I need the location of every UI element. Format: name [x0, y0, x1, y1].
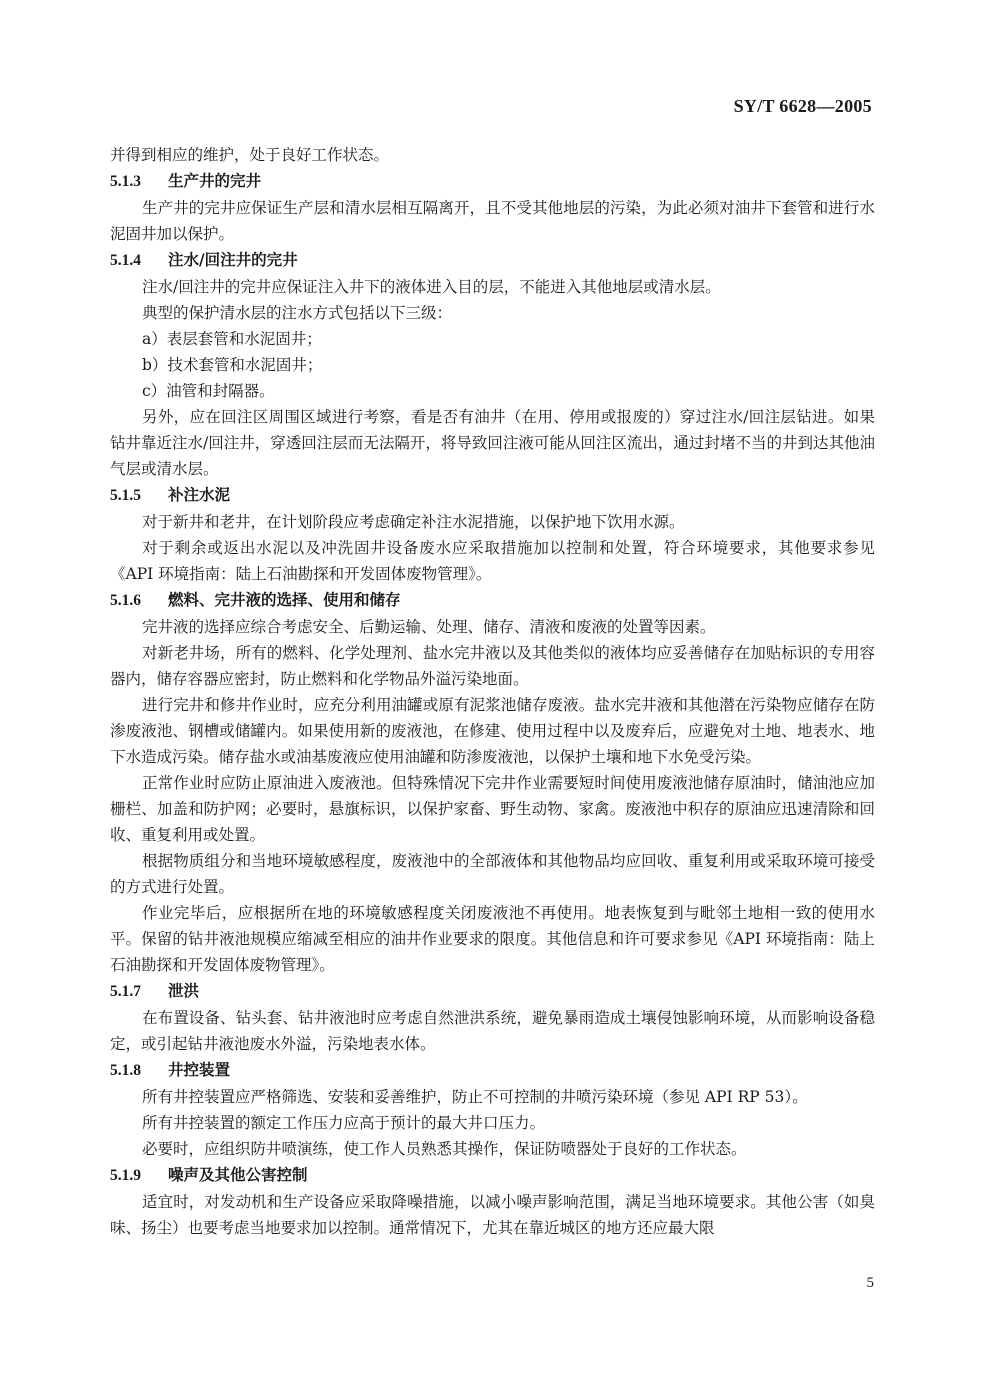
section-number: 5.1.3	[110, 173, 141, 190]
body-text	[110, 142, 875, 1241]
paragraph: 注水/回注井的完井应保证注入井下的液体进入目的层，不能进入其他地层或清水层。	[142, 278, 721, 296]
paragraph: 并得到相应的维护，处于良好工作状态。	[110, 146, 390, 164]
section-heading	[110, 168, 875, 195]
list-item: c）油管和封隔器。	[142, 382, 275, 400]
section-heading	[110, 247, 875, 274]
standard-code: SY/T 6628—2005	[733, 96, 872, 116]
section-heading	[110, 482, 875, 509]
list-item: a）表层套管和水泥固井；	[142, 330, 322, 348]
section-number: 5.1.7	[110, 983, 141, 1000]
section-number: 5.1.9	[110, 1167, 141, 1184]
paragraph: 所有井控装置的额定工作压力应高于预计的最大井口压力。	[142, 1114, 546, 1132]
section-title: 补注水泥	[168, 485, 231, 504]
paragraph: 对于新井和老井，在计划阶段应考虑确定补注水泥措施，以保护地下饮用水源。	[142, 513, 685, 531]
paragraph: 另外，应在回注区周围区域进行考察，看是否有油井（在用、停用或报废的）穿过注水/回注层钻进。如果钻井靠近注水/回注井，穿透回注层而无法隔开，将导致回注液可能从回注区流出，通过封堵不当的井到达其他油气层或清水层。	[110, 408, 875, 478]
section-title: 注水/回注井的完井	[168, 250, 298, 269]
section-number: 5.1.6	[110, 592, 141, 609]
paragraph: 对新老井场，所有的燃料、化学处理剂、盐水完井液以及其他类似的液体均应妥善储存在加贴标识的专用容器内，储存容器应密封，防止燃料和化学物品外溢污染地面。	[110, 644, 875, 688]
paragraph: 必要时，应组织防井喷演练，使工作人员熟悉其操作，保证防喷器处于良好的工作状态。	[142, 1140, 747, 1158]
paragraph: 对于剩余或返出水泥以及冲洗固井设备废水应采取措施加以控制和处置，符合环境要求，其他要求参见《API 环境指南：陆上石油勘探和开发固体废物管理》。	[110, 539, 875, 583]
section-title: 噪声及其他公害控制	[168, 1165, 308, 1184]
section-heading	[110, 587, 875, 614]
section-number: 5.1.5	[110, 487, 141, 504]
paragraph: 在布置设备、钻头套、钻井液池时应考虑自然泄洪系统，避免暴雨造成土壤侵蚀影响环境，从而影响设备稳定，或引起钻井液池废水外溢，污染地表水体。	[110, 1009, 875, 1053]
section-title: 生产井的完井	[168, 171, 262, 190]
paragraph: 完井液的选择应综合考虑安全、后勤运输、处理、储存、清液和废液的处置等因素。	[142, 618, 716, 636]
section-heading	[110, 1057, 875, 1084]
paragraph: 典型的保护清水层的注水方式包括以下三级：	[142, 304, 453, 322]
paragraph: 作业完毕后，应根据所在地的环境敏感程度关闭废液池不再使用。地表恢复到与毗邻土地相一致的使用水平。保留的钻井液池规模应缩减至相应的油井作业要求的限度。其他信息和许可要求参见《API 环境指南：陆上石油勘探和开发固体废物管理》。	[110, 904, 875, 974]
section-title: 井控装置	[168, 1060, 231, 1079]
section-heading	[110, 978, 875, 1005]
paragraph: 正常作业时应防止原油进入废液池。但特殊情况下完井作业需要短时间使用废液池储存原油时，储油池应加栅栏、加盖和防护网；必要时，悬旗标识，以保护家畜、野生动物、家禽。废液池中积存的原油应迅速清除和回收、重复利用或处置。	[110, 774, 875, 844]
page-number: 5	[866, 1275, 874, 1291]
section-title: 泄洪	[168, 981, 200, 1000]
paragraph: 进行完井和修井作业时，应充分利用油罐或原有泥浆池储存废液。盐水完井液和其他潜在污染物应储存在防渗废液池、钢槽或储罐内。如果使用新的废液池，在修建、使用过程中以及废弃后，应避免对土地、地表水、地下水造成污染。储存盐水或油基废液应使用油罐和防渗废液池，以保护土壤和地下水免受污染。	[110, 696, 875, 766]
section-heading	[110, 1162, 875, 1189]
section-number: 5.1.8	[110, 1062, 141, 1079]
paragraph: 生产井的完井应保证生产层和清水层相互隔离开，且不受其他地层的污染，为此必须对油井下套管和进行水泥固井加以保护。	[110, 199, 875, 243]
list-item: b）技术套管和水泥固井；	[142, 356, 323, 374]
section-title: 燃料、完井液的选择、使用和储存	[168, 590, 401, 609]
section-number: 5.1.4	[110, 252, 141, 269]
paragraph: 所有井控装置应严格筛选、安装和妥善维护，防止不可控制的井喷污染环境（参见 API RP 53）。	[142, 1088, 808, 1106]
paragraph: 根据物质组分和当地环境敏感程度，废液池中的全部液体和其他物品均应回收、重复利用或采取环境可接受的方式进行处置。	[110, 852, 875, 896]
paragraph: 适宜时，对发动机和生产设备应采取降噪措施，以减小噪声影响范围，满足当地环境要求。其他公害（如臭味、扬尘）也要考虑当地要求加以控制。通常情况下，尤其在靠近城区的地方还应最大限	[110, 1193, 875, 1237]
